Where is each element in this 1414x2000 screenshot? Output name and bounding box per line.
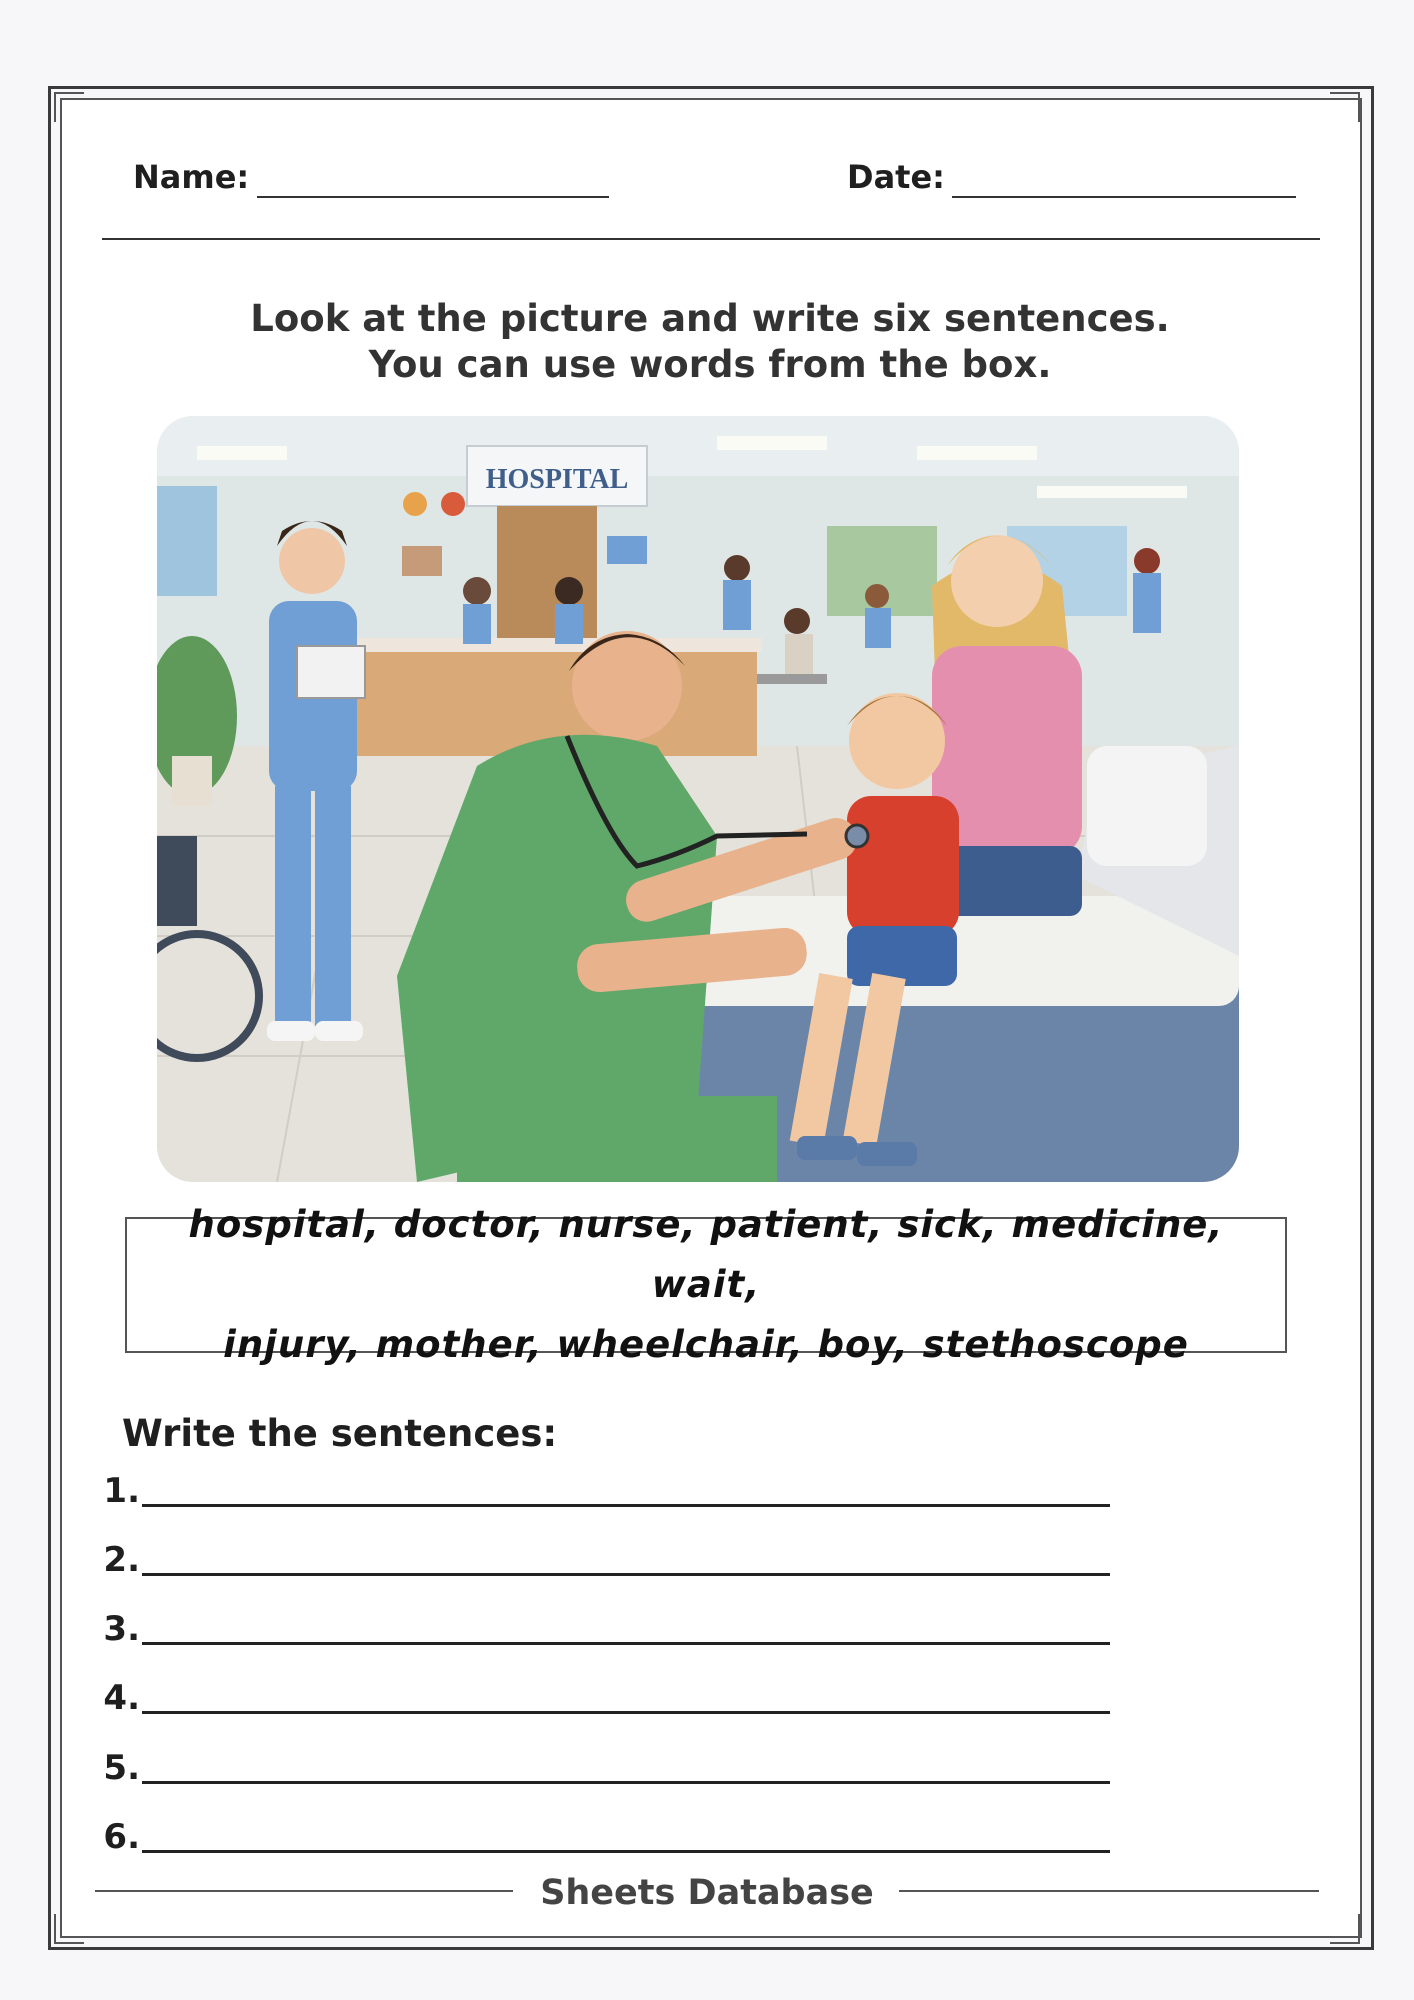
header-divider bbox=[102, 238, 1320, 240]
word-box bbox=[125, 1203, 1287, 1366]
word-box-line-2: injury, mother, wheelchair, boy, stethoscope bbox=[223, 1323, 1189, 1366]
answer-line[interactable] bbox=[100, 1738, 1110, 1788]
line-number: 4. bbox=[103, 1678, 140, 1718]
sentences-title: Write the sentences: bbox=[122, 1412, 558, 1455]
answer-line[interactable] bbox=[100, 1530, 1110, 1580]
date-field[interactable] bbox=[952, 196, 1296, 198]
hospital-illustration bbox=[157, 416, 1239, 1182]
answer-line[interactable] bbox=[100, 1599, 1110, 1649]
footer-brand: Sheets Database bbox=[540, 1873, 874, 1913]
line-number: 6. bbox=[103, 1817, 140, 1857]
name-label: Name: bbox=[133, 158, 250, 196]
line-number: 1. bbox=[103, 1471, 140, 1511]
answer-line[interactable] bbox=[100, 1807, 1110, 1857]
line-number: 2. bbox=[103, 1540, 140, 1580]
answer-rule bbox=[142, 1642, 1110, 1645]
answer-rule bbox=[142, 1850, 1110, 1853]
answer-rule bbox=[142, 1711, 1110, 1714]
instructions bbox=[120, 296, 1300, 388]
corner-ornament bbox=[54, 92, 84, 122]
answer-rule bbox=[142, 1504, 1110, 1507]
name-field[interactable] bbox=[257, 196, 609, 198]
answer-line[interactable] bbox=[100, 1668, 1110, 1718]
line-number: 3. bbox=[103, 1609, 140, 1649]
corner-ornament bbox=[1330, 92, 1360, 122]
corner-ornament bbox=[1330, 1914, 1360, 1944]
answer-rule bbox=[142, 1781, 1110, 1784]
instruction-line-2: You can use words from the box. bbox=[368, 343, 1052, 386]
word-box-line-1: hospital, doctor, nurse, patient, sick, medicine, wait, bbox=[188, 1203, 1224, 1306]
corner-ornament bbox=[54, 1914, 84, 1944]
answer-rule bbox=[142, 1573, 1110, 1576]
hospital-sign-text: HOSPITAL bbox=[485, 464, 629, 495]
line-number: 5. bbox=[103, 1748, 140, 1788]
date-label: Date: bbox=[847, 158, 945, 196]
answer-line[interactable] bbox=[100, 1461, 1110, 1511]
instruction-line-1: Look at the picture and write six sentences. bbox=[250, 297, 1170, 340]
